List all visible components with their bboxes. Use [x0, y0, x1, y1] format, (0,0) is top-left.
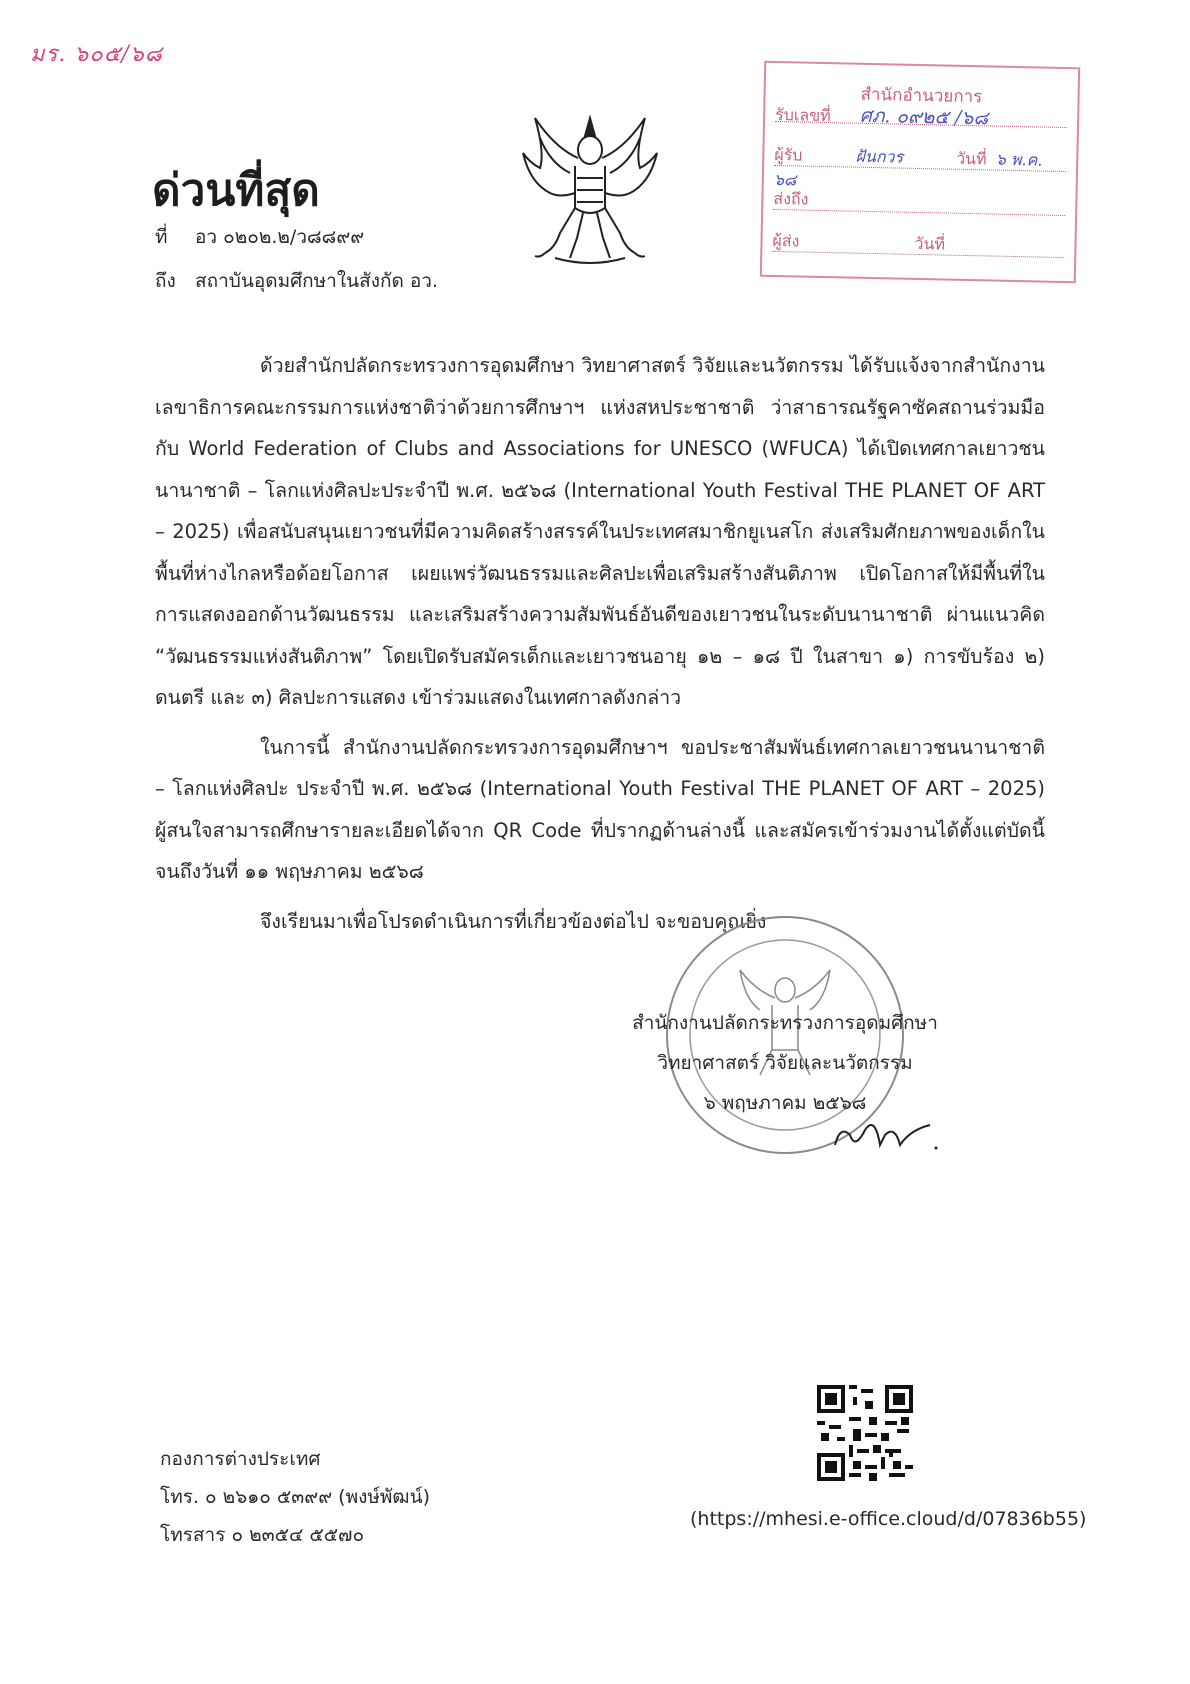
receipt-stamp — [760, 61, 1080, 284]
receipt-number-line — [775, 99, 1067, 128]
sender-date-label: วันที่ — [914, 233, 946, 254]
body-paragraph-2: ในการนี้ สำนักงานปลัดกระทรวงการอุดมศึกษาฯ ขอประชาสัมพันธ์เทศกาลเยาวชนนานาชาติ – โลกแห่งศิลปะ ประจำปี พ.ศ. ๒๕๖๘ (International Youth Festival THE PLANET OF ART – 2025) ผู้สนใจสามารถศึกษารายละเอียดได้จาก QR Code ที่ปรากฏด้านล่างนี้ และสมัครเข้าร่วมงานได้ตั้งแต่บัดนี้จนถึงวันที่ ๑๑ พฤษภาคม ๒๕๖๘ — [155, 735, 1045, 883]
qr-code[interactable] — [817, 1385, 913, 1481]
receipt-date: ๖ พ.ค. ๖๘ — [773, 149, 1043, 190]
reference-number: อว ๐๒๐๒.๒/ว๘๘๙๙ — [195, 226, 365, 248]
receipt-number: ศภ. ๐๙๒๕ /๖๘ — [859, 104, 989, 130]
handwritten-register-note: มร. ๖๐๕/๖๘ — [30, 42, 163, 67]
recipient: สถาบันอุดมศึกษาในสังกัด อว. — [195, 270, 438, 292]
qr-link[interactable]: (https://mhesi.e-office.cloud/d/07836b55) — [690, 1508, 1087, 1530]
contact-footer — [160, 1440, 430, 1554]
division-name: กองการต่างประเทศ — [160, 1448, 321, 1470]
recipient-label: ถึง — [155, 270, 176, 292]
sender-line — [772, 229, 1064, 258]
reference-number-row — [155, 222, 364, 252]
garuda-emblem-icon — [515, 108, 665, 268]
fax-number: โทรสาร ๐ ๒๓๕๔ ๕๕๗๐ — [160, 1524, 365, 1546]
sent-to-line — [773, 187, 1065, 216]
issuing-office-line2: วิทยาศาสตร์ วิจัยและนวัตกรรม — [657, 1052, 913, 1074]
issue-date: ๖ พฤษภาคม ๒๕๖๘ — [703, 1092, 867, 1114]
body-paragraph-1: ด้วยสำนักปลัดกระทรวงการอุดมศึกษา วิทยาศาสตร์ วิจัยและนวัตกรรม ได้รับแจ้งจากสำนักงานเลขาธิการคณะกรรมการแห่งชาติว่าด้วยการศึกษาฯ แห่งสหประชาชาติ ว่าสาธารณรัฐคาซัคสถานร่วมมือกับ World Federation of Clubs and Associations for UNESCO (WFUCA) ได้เปิดเทศกาลเยาวชนนานาชาติ – โลกแห่งศิลปะประจำปี พ.ศ. ๒๕๖๘ (International Youth Festival THE PLANET OF ART – 2025) เพื่อสนับสนุนเยาวชนที่มีความคิดสร้างสรรค์ในประเทศสมาชิกยูเนสโก ส่งเสริมศักยภาพของเด็กในพื้นที่ห่างไกลหรือด้อยโอกาส เผยแพร่วัฒนธรรมและศิลปะเพื่อเสริมสร้างสันติภาพ เปิดโอกาสให้มีพื้นที่ในการแสดงออกด้านวัฒนธรรม และเสริมสร้างความสัมพันธ์อันดีของเยาวชนในระดับนานาชาติ ผ่านแนวคิด “วัฒนธรรมแห่งสันติภาพ” โดยเปิดรับสมัครเด็กและเยาวชนอายุ ๑๒ – ๑๘ ปี ในสาขา ๑) การขับร้อง ๒) ดนตรี และ ๓) ศิลปะการแสดง เข้าร่วมแสดงในเทศกาลดังกล่าว — [155, 354, 1045, 709]
signature-block — [625, 1003, 945, 1123]
receipt-number-label: รับเลขที่ — [774, 104, 831, 126]
closing-paragraph: จึงเรียนมาเพื่อโปรดดำเนินการที่เกี่ยวข้องต่อไป จะขอบคุณยิ่ง — [260, 909, 767, 933]
signature-scribble — [830, 1110, 940, 1160]
sender-label: ผู้ส่ง — [772, 230, 800, 251]
sent-to-label: ส่งถึง — [773, 188, 809, 209]
receiver-label: ผู้รับ — [774, 144, 803, 165]
urgency-heading: ด่วนที่สุด — [152, 165, 320, 216]
receipt-office: สำนักอำนวยการ — [860, 84, 983, 108]
receiver-name: ฝันกวร — [855, 146, 904, 167]
receipt-date-label: วันที่ — [955, 148, 987, 169]
issuing-office-line1: สำนักงานปลัดกระทรวงการอุดมศึกษา — [632, 1012, 938, 1034]
reference-label: ที่ — [155, 226, 168, 248]
letter-body — [155, 345, 1045, 942]
phone-number: โทร. ๐ ๒๖๑๐ ๕๓๙๙ (พงษ์พัฒน์) — [160, 1486, 430, 1508]
receiver-line — [773, 143, 1066, 190]
recipient-row — [155, 266, 438, 296]
